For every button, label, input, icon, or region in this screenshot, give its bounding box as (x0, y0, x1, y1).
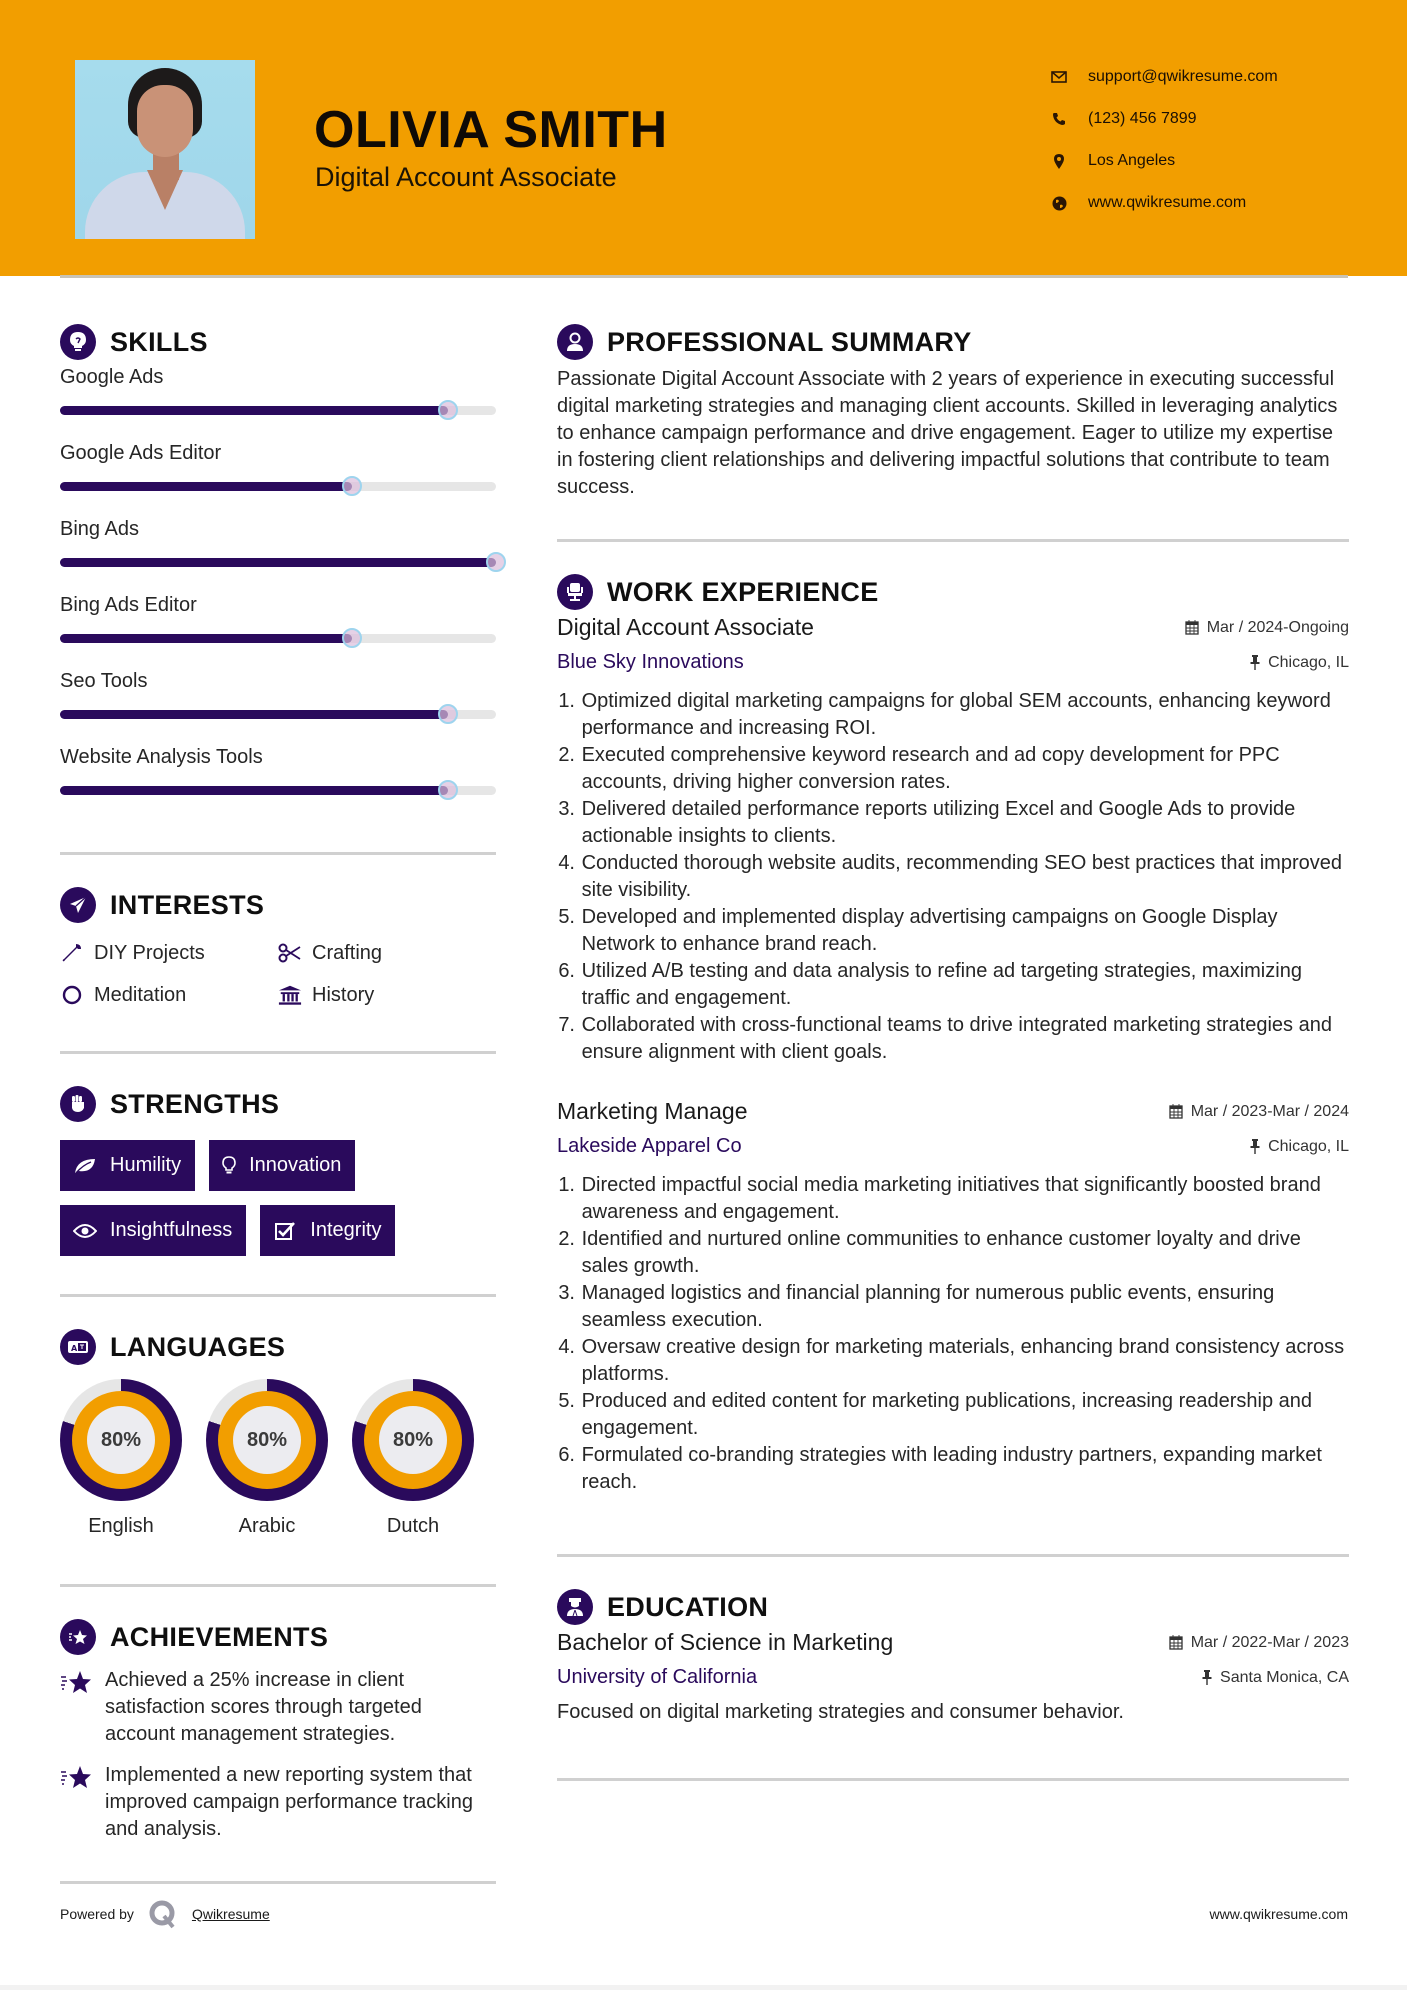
education-location-text: Santa Monica, CA (1220, 1668, 1349, 1686)
language-percent: 80% (233, 1406, 301, 1474)
interest-label: Crafting (312, 941, 383, 964)
star-icon (60, 1764, 92, 1792)
job-title: Digital Account Associate (557, 614, 814, 640)
interests-list (60, 941, 496, 1007)
svg-text:A: A (71, 1344, 78, 1353)
job-dates-text: Mar / 2024-Ongoing (1206, 618, 1349, 636)
job-title: Marketing Manage (557, 1098, 748, 1124)
job-bullets (557, 688, 1349, 1066)
skill-label: Bing Ads Editor (60, 594, 197, 616)
contact-location-text: Los Angeles (1088, 152, 1176, 169)
language-ring (60, 1379, 182, 1501)
summary-title: PROFESSIONAL SUMMARY (607, 326, 972, 357)
left-column (60, 322, 496, 1884)
bullet-text: Executed comprehensive keyword research and ad copy development for PPC accounts, driving higher conversion rates. (581, 744, 1280, 793)
job-location (1250, 654, 1349, 672)
education-entry (557, 1629, 1349, 1724)
footer-website[interactable]: www.qwikresume.com (1209, 1906, 1348, 1922)
interest-item (60, 941, 278, 965)
interests-title: INTERESTS (110, 889, 265, 920)
user-icon (557, 324, 593, 360)
skill-label: Seo Tools (60, 670, 148, 692)
lightbulb-icon (60, 324, 96, 360)
calendar-icon (1169, 1635, 1183, 1650)
contact-email[interactable] (1050, 56, 1278, 98)
check-square-icon (272, 1220, 298, 1242)
language-percent: 80% (379, 1406, 447, 1474)
globe-icon (1050, 194, 1068, 212)
paper-plane-icon (60, 887, 96, 923)
skill-bar-knob (486, 552, 506, 572)
eye-icon (72, 1220, 98, 1242)
leaf-icon (72, 1155, 98, 1177)
bullet-item: 6. Formulated co-branding strategies with leading industry partners, expanding market reach. (557, 1442, 1349, 1496)
candidate-title: Digital Account Associate (315, 162, 617, 192)
contact-location (1050, 140, 1278, 182)
strengths-list (60, 1140, 496, 1256)
interest-item (278, 941, 496, 965)
interest-item (278, 983, 496, 1007)
contact-email-text: support@qwikresume.com (1088, 68, 1278, 85)
achievements-heading (60, 1617, 496, 1657)
skill-item (60, 594, 496, 670)
strength-label: Insightfulness (110, 1219, 233, 1241)
wrench-icon (60, 941, 84, 965)
bullet-text: Collaborated with cross-functional teams to drive integrated marketing strategies and ensure alignment with client goals. (581, 1014, 1332, 1063)
bullet-item: 1. Optimized digital marketing campaigns for global SEM accounts, enhancing keyword performance and increasing ROI. (557, 688, 1349, 742)
star-badge-icon (60, 1619, 96, 1655)
envelope-icon (1050, 68, 1068, 86)
header-divider (60, 275, 1348, 278)
section-divider (557, 539, 1349, 542)
bullet-item: 4. Oversaw creative design for marketing materials, enhancing brand consistency across platforms. (557, 1334, 1349, 1388)
bullet-item: 3. Managed logistics and financial planning for numerous public events, ensuring seamless execution. (557, 1280, 1349, 1334)
bullet-text: Identified and nurtured online communities to enhance customer loyalty and drive sales growth. (581, 1228, 1301, 1277)
page-bottom-edge (0, 1985, 1407, 1990)
fist-icon (60, 1086, 96, 1122)
skills-heading (60, 322, 496, 362)
job-company: Blue Sky Innovations (557, 651, 744, 673)
bullet-item: 6. Utilized A/B testing and data analysis to refine ad targeting strategies, maximizing traffic and engagement. (557, 958, 1349, 1012)
skill-bar (60, 558, 496, 567)
skill-bar-fill (60, 634, 352, 643)
job-dates-text: Mar / 2023-Mar / 2024 (1190, 1102, 1349, 1120)
skill-item (60, 366, 496, 442)
languages-heading (60, 1327, 496, 1367)
language-item (60, 1379, 182, 1538)
contact-website[interactable] (1050, 182, 1278, 224)
footer-powered-by (60, 1899, 270, 1929)
contact-list (1050, 56, 1278, 224)
bullet-item: 2. Executed comprehensive keyword research and ad copy development for PPC accounts, driving higher conversion rates. (557, 742, 1349, 796)
skill-label: Google Ads (60, 366, 164, 388)
degree: Bachelor of Science in Marketing (557, 1629, 894, 1655)
strengths-title: STRENGTHS (110, 1088, 280, 1119)
interest-item (60, 983, 278, 1007)
scissors-icon (278, 941, 302, 965)
phone-icon (1050, 110, 1068, 128)
candidate-name: OLIVIA SMITH (314, 101, 668, 159)
bullet-text: Directed impactful social media marketing initiatives that significantly boosted brand awareness and engagement. (581, 1174, 1321, 1223)
bullet-text: Produced and edited content for marketing publications, increasing readership and engagement. (581, 1390, 1313, 1439)
job-entry (557, 614, 1349, 1066)
bullet-item: 5. Produced and edited content for marketing publications, increasing readership and engagement. (557, 1388, 1349, 1442)
section-divider (557, 1554, 1349, 1557)
section-divider (60, 1881, 496, 1884)
skill-bar-knob (438, 780, 458, 800)
interest-label: DIY Projects (94, 941, 205, 964)
summary-text: Passionate Digital Account Associate with 2 years of experience in executing successful digital marketing strategies and managing client accounts. Skilled in leveraging analytics to enhance campaign performance and drive engagement. Eager to utilize my expertise in fostering client relationships and delivering impactful solutions that contribute to team success. (557, 368, 1338, 498)
job-company: Lakeside Apparel Co (557, 1135, 742, 1157)
skill-bar (60, 786, 496, 795)
bullet-text: Delivered detailed performance reports utilizing Excel and Google Ads to provide actionable insights to clients. (581, 798, 1296, 847)
languages-list (60, 1379, 496, 1538)
bullet-text: Developed and implemented display advertising campaigns on Google Display Network to enhance brand reach. (581, 906, 1278, 955)
education-location (1202, 1669, 1349, 1687)
skill-bar-knob (438, 400, 458, 420)
job-dates (1185, 619, 1349, 637)
strength-chip (260, 1205, 395, 1256)
experience-title: WORK EXPERIENCE (607, 576, 879, 607)
education-heading (557, 1587, 1349, 1627)
strength-chip (209, 1140, 355, 1191)
section-divider (557, 1778, 1349, 1781)
skill-label: Google Ads Editor (60, 442, 222, 464)
right-column (557, 322, 1349, 1781)
strength-label: Innovation (249, 1154, 342, 1176)
strength-label: Humility (110, 1154, 182, 1176)
bullet-text: Conducted thorough website audits, recommending SEO best practices that improved site visibility. (581, 852, 1342, 901)
skill-bar-fill (60, 482, 352, 491)
skill-label: Website Analysis Tools (60, 746, 263, 768)
pushpin-icon (1202, 1670, 1212, 1685)
section-divider (60, 1584, 496, 1587)
strength-label: Integrity (310, 1219, 382, 1241)
bullet-item: 1. Directed impactful social media marketing initiatives that significantly boosted brand awareness and engagement. (557, 1172, 1349, 1226)
lightbulb-icon (221, 1155, 237, 1177)
experience-heading (557, 572, 1349, 612)
education-description: Focused on digital marketing strategies and consumer behavior. (557, 1701, 1124, 1723)
achievement-text: Achieved a 25% increase in client satisfaction scores through targeted account management strategies. (105, 1669, 422, 1745)
language-percent: 80% (87, 1406, 155, 1474)
language-label: English (88, 1515, 154, 1537)
calendar-icon (1169, 1104, 1183, 1119)
bank-icon (278, 983, 302, 1007)
languages-title: LANGUAGES (110, 1331, 286, 1362)
bullet-text: Oversaw creative design for marketing materials, enhancing brand consistency across platforms. (581, 1336, 1345, 1385)
bullet-item: 3. Delivered detailed performance reports utilizing Excel and Google Ads to provide actionable insights to clients. (557, 796, 1349, 850)
strength-chip (60, 1205, 246, 1256)
skill-bar-fill (60, 558, 496, 567)
skill-bar-knob (342, 628, 362, 648)
education-title: EDUCATION (607, 1591, 769, 1622)
job-dates (1169, 1103, 1349, 1121)
qwikresume-link[interactable]: Qwikresume (191, 1906, 270, 1922)
skill-bar-fill (60, 710, 448, 719)
achievements-title: ACHIEVEMENTS (110, 1621, 329, 1652)
strengths-heading (60, 1084, 496, 1124)
achievement-text: Implemented a new reporting system that improved campaign performance tracking and analysis. (105, 1764, 473, 1840)
bullet-item: 2. Identified and nurtured online communities to enhance customer loyalty and drive sales growth. (557, 1226, 1349, 1280)
skills-list (60, 366, 496, 822)
education-dates-text: Mar / 2022-Mar / 2023 (1190, 1633, 1349, 1651)
contact-phone[interactable] (1050, 98, 1278, 140)
skill-bar (60, 634, 496, 643)
skill-item (60, 670, 496, 746)
language-icon (60, 1329, 96, 1365)
skill-bar-fill (60, 406, 448, 415)
language-label: Dutch (386, 1515, 440, 1537)
job-location (1250, 1138, 1349, 1156)
achievement-item (60, 1762, 496, 1843)
calendar-icon (1185, 620, 1199, 635)
section-divider (60, 1051, 496, 1054)
contact-website-text: www.qwikresume.com (1088, 194, 1247, 211)
job-location-text: Chicago, IL (1268, 653, 1349, 671)
skill-bar (60, 482, 496, 491)
circle-icon (60, 983, 84, 1007)
language-item (206, 1379, 328, 1538)
achievements-list (60, 1667, 496, 1843)
language-label: Arabic (238, 1515, 296, 1537)
language-ring (206, 1379, 328, 1501)
summary-heading (557, 322, 1349, 362)
job-location-text: Chicago, IL (1268, 1137, 1349, 1155)
skill-item (60, 518, 496, 594)
resume-header (0, 0, 1407, 276)
interest-label: History (312, 983, 375, 1006)
interests-heading (60, 885, 496, 925)
profile-photo (75, 60, 255, 239)
powered-by-label: Powered by (60, 1906, 134, 1922)
skill-bar-fill (60, 786, 448, 795)
pushpin-icon (1250, 1139, 1260, 1154)
job-entry (557, 1098, 1349, 1496)
skill-label: Bing Ads (60, 518, 139, 540)
bullet-item: 4. Conducted thorough website audits, recommending SEO best practices that improved site visibility. (557, 850, 1349, 904)
star-icon (60, 1669, 92, 1697)
skills-title: SKILLS (110, 326, 208, 357)
section-divider (60, 1294, 496, 1297)
bullet-text: Utilized A/B testing and data analysis to refine ad targeting strategies, maximizing traffic and engagement. (581, 960, 1302, 1009)
interest-label: Meditation (94, 983, 187, 1006)
language-ring (352, 1379, 474, 1501)
office-chair-icon (557, 574, 593, 610)
bullet-item: 7. Collaborated with cross-functional teams to drive integrated marketing strategies and ensure alignment with client goals. (557, 1012, 1349, 1066)
bullet-text: Managed logistics and financial planning for numerous public events, ensuring seamless execution. (581, 1282, 1275, 1331)
qwikresume-logo-icon (148, 1899, 178, 1929)
school: University of California (557, 1666, 758, 1688)
skill-item (60, 746, 496, 822)
map-marker-icon (1050, 152, 1068, 170)
achievement-item (60, 1667, 496, 1748)
graduate-icon (557, 1589, 593, 1625)
education-dates (1169, 1634, 1349, 1652)
strength-chip (60, 1140, 195, 1191)
bullet-text: Formulated co-branding strategies with leading industry partners, expanding market reach. (581, 1444, 1322, 1493)
skill-bar (60, 406, 496, 415)
skill-bar (60, 710, 496, 719)
job-bullets (557, 1172, 1349, 1496)
language-item (352, 1379, 474, 1538)
pushpin-icon (1250, 655, 1260, 670)
section-divider (60, 852, 496, 855)
bullet-text: Optimized digital marketing campaigns for global SEM accounts, enhancing keyword performance and increasing ROI. (581, 690, 1331, 739)
bullet-item: 5. Developed and implemented display advertising campaigns on Google Display Network to enhance brand reach. (557, 904, 1349, 958)
contact-phone-text: (123) 456 7899 (1088, 110, 1197, 127)
skill-item (60, 442, 496, 518)
skill-bar-knob (438, 704, 458, 724)
skill-bar-knob (342, 476, 362, 496)
